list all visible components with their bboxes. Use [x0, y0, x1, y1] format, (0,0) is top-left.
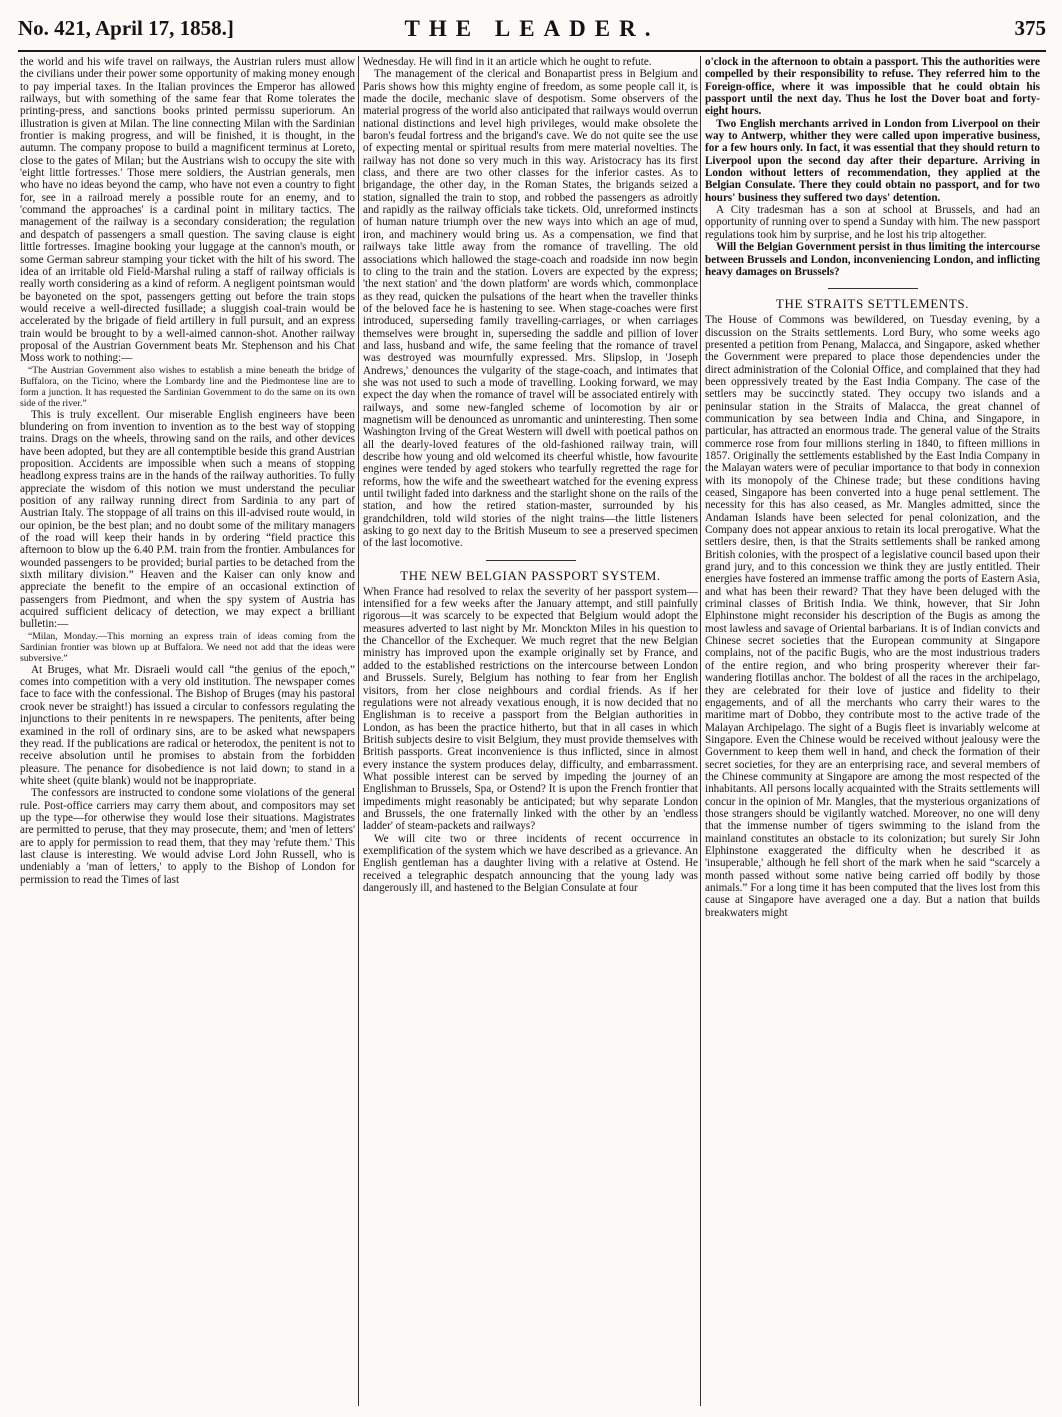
paragraph: Two English merchants arrived in London from Liverpool on their way to Antwerp, whither they were called upon imperative business, for a few hours only. In fact, it was essential that they should return to Liverpool upon the second day after their departure. Arriving in London without letters of recommendation, they applied at the Belgian Consulate. There they could obtain no passport, and for two hours' business they suffered two days' detention.	[705, 117, 1040, 204]
paragraph: This is truly excellent. Our miserable English engineers have been blundering on from invention to invention as to the best way of stopping trains. Drags on the wheels, throwing sand on the rails, and other devices have been adopted, but they are all contemptible beside this grand Austrian proposition. Accidents are impossible when such a means of stopping headlong express trains are in the hands of the railway authorities. To fully appreciate the wisdom of this notion we must understand the peculiar position of any railway running direct from Sardinia to any part of Austrian Italy. The stoppage of all trains on this ill-advised route would, in our opinion, be the best plan; and no doubt some of the military managers of the road will keep their hands in by ordering “field practice this afternoon to blow up the 6.40 P.M. train from the frontier. Ambulances for wounded passengers to be provided; burial parties to be detached from the sixth military division.” Heaven and the Kaiser can only know and appreciate the benefit to the empire of an occasional extinction of passengers from Piedmont, and when the spy system of Austria has acquired sufficient delicacy of detection, we may expect a brilliant bulletin:—	[20, 408, 355, 631]
paragraph: the world and his wife travel on railways, the Austrian rulers must allow the civilians under their power some opportunity of making money enough to pay imperial taxes. In the Italian provinces the Emperor has allowed railways, but with something of the same fear that Rome tolerates the printing-press, and sanctions books printed permissu superiorum. An illustration is given at Milan. The line connecting Milan with the Sardinian frontier is making progress, and will be finished, it is thought, in the autumn. The company propose to build a magnificent terminus at Loreto, close to the gates of Milan; but the Austrians wish to occupy the site with 'eight little fortresses.' Those mere soldiers, the Austrian generals, men who have no ideas beyond the camp, who have not even a country to fight for, see in a railroad merely a possible route for an enemy, and to 'command the approaches' is a cardinal point in military tactics. The management of the railway is a secondary consideration; the regulation and despatch of passengers a small question. The saving clause is eight little fortresses. Imagine booking your luggage at the cannon's mouth, or some German sabreur stamping your ticket with the hilt of his sword. The idea of an irritable old Field-Marshal ruling a staff of railway officials is really worth considering as a kind of reform. A negligent pointsman would be bayoneted on the spot, passengers getting out before the train stops would receive a well-directed fusillade; a sluggish coal-train would be accelerated by the brigade of field artillery in full pursuit, and an express train would be brought to by a well-aimed cannon-shot. Another railway proposal of the Austrian Government beats Mr. Stephenson and his Chat Moss work to nothing:—	[20, 56, 355, 365]
paragraph: The management of the clerical and Bonapartist press in Belgium and Paris shows how this mighty engine of freedom, as some people call it, is made the docile, mechanic slave of despotism. Some observers of the material progress of the world also anticipated that railways would overrun national distinctions and level high privileges, would make obsolete the baron's feudal fortress and the brigand's cave. We do not quite see the use of expecting mental or spiritual results from mere material novelties. The railway has not done so very much in this way. Aristocracy has its first class, and there are two other classes for the inferior castes. As to brigandage, the other day, in the Roman States, the brigands seized a station, signalled the train to stop, and robbed the passengers as adroitly and rapidly as the railway officials take tickets. Old, unreformed instincts of human nature triumph over the new ways into which an age of mud, iron, and machinery would bring us. As a compensation, we find that railways take little away from the romance of travelling. The old associations which hallowed the stage-coach and roadside inn now begin to cling to the train and the station. Lovers are expected by the express; 'the next station' and 'the down platform' are words which, commonplace as they read, quicken the pulsations of the heart when the traveller thinks of the beloved face he is hastening to see. When stage-coaches were first introduced, superseding family travelling-carriages, or when carriages themselves were brought in, superseding the saddle and pillion of lover and lass, husband and wife, the same feeling that the romance of travel was destroyed was mournfully expressed. Mrs. Slipslop, in 'Joseph Andrews,' denounces the vulgarity of the stage-coach, and intimates that she was not used to such a mode of travelling. Looking forward, we may expect the day when the romance of travel will be associated entirely with railways, and some new-fangled scheme of locomotion by air or magnetism will be denounced as unromantic and uninteresting. Then some Washington Irving of the Great Western will dwell with poetical pathos on all the dearly-loved features of the old-fashioned railway train, will describe how young and old welcomed its cheerful whistle, how favourite engines were tended by aged stokers who tearfully regretted the rage for reforms, how the wife and the sweetheart watched for the evening express until twilight faded into darkness and the starlight shone on the rails of the station, and how the retired station-master, surrounded by his grandchildren, told wild stories of the night trains—the little listeners asking to go next day to the British Museum to see a preserved specimen of the last locomotive.	[363, 68, 698, 550]
paragraph: o'clock in the afternoon to obtain a passport. This the authorities were compelled by their responsibility to refuse. They referred him to the Foreign-office, where it was impossible that he could obtain his passport until the next day. Thus he lost the Dover boat and forty-eight hours.	[705, 56, 1040, 118]
newspaper-title: THE LEADER.	[404, 16, 660, 41]
section-divider	[486, 560, 576, 561]
column-1	[20, 56, 355, 1406]
paragraph: Wednesday. He will find in it an article which he ought to refute.	[363, 56, 652, 68]
issue-line: No. 421, April 17, 1858.]	[18, 16, 234, 40]
paragraph: Will the Belgian Government persist in thus limiting the intercourse between Brussels and London, inconveniencing London, and inflicting heavy damages on Brussels?	[705, 241, 1040, 278]
column-divider	[358, 56, 359, 1406]
section-heading: THE NEW BELGIAN PASSPORT SYSTEM.	[400, 567, 661, 583]
quotation: “Milan, Monday.—This morning an express train of ideas coming from the Sardinian frontier was blown up at Buffalora. We need not add that the ideas were subversive.”	[20, 630, 355, 664]
paragraph: When France had resolved to relax the severity of her passport system—intensified for a few weeks after the January attempt, and still painfully rigorous—it was scarcely to be expected that Belgium would adopt the measures adverted to last night by Mr. Monckton Miles in his question to the Chancellor of the Exchequer. We much regret that the new Belgian ministry has improved upon the example originally set by France, and added to the established restrictions on the intercourse between London and Brussels. Surely, Belgium has nothing to fear from her English visitors, from her close neighbours and cordial friends. As if her regulations were not already vexatious enough, it is now decided that no Englishman is to receive a passport from the Belgian authorities in London, as has been the practice hitherto, but that in all cases in which British subjects desire to visit Belgium, they must provide themselves with British passports. Great inconvenience is thus inflicted, since in almost every instance the system produces delay, difficulty, and embarrassment. What possible interest can be served by impeding the journey of an Englishman to Brussels, Spa, or Ostend? It is upon the French frontier that impediments might reasonably be anticipated; but why separate London and Brussels, the one fraternally linked with the other by an 'endless ladder' of steam-packets and railways?	[363, 585, 698, 833]
quotation: “The Austrian Government also wishes to establish a mine beneath the bridge of Buffalora, on the Ticino, where the Lombardy line and the Piedmontese line are to form a junction. It has requested the Sardinian Government to do the same on its own side of the river.”	[20, 364, 355, 409]
header-rule	[18, 50, 1046, 52]
page-header	[18, 12, 1046, 52]
section-heading: THE STRAITS SETTLEMENTS.	[775, 296, 970, 312]
column-2	[363, 56, 698, 1406]
paragraph: At Bruges, what Mr. Disraeli would call “the genius of the epoch,” comes into competition with a very old institution. The newspaper comes face to face with the confessional. The Bishop of Bruges (may his pastoral crook never be straight!) has issued a circular to confessors regulating the injunctions to their penitents in re newspapers. The penitents, after being examined in the roll of ordinary sins, are to be asked what newspapers they read. If the publications are radical or heterodox, the penitent is not to receive absolution until he promises to abstain from the forbidden pleasure. The penance for disobedience is not laid down; to stand in a white sheet (quite blank) would not be inappropriate.	[20, 663, 355, 787]
paragraph: The confessors are instructed to condone some violations of the general rule. Post-office carriers may carry them about, and compositors may set up the type—for otherwise they would lose their situations. Magistrates are permitted to peruse, that they may prosecute, them; and 'men of letters' are to apply for permission to read them, that they may 'refute them.' This last clause is interesting. We would advise Lord John Russell, who is undeniably a 'man of letters,' to apply to the Bishop of London for permission to read the Times of last	[20, 787, 355, 886]
paragraph: The House of Commons was bewildered, on Tuesday evening, by a discussion on the Straits settlements. Lord Bury, who some weeks ago presented a petition from Penang, Malacca, and Singapore, asked whether the Government were prepared to place those dependencies under the direct administration of the Colonial Office, and complained that they had been oppressively treated by the East India Company. The case of the settlers may be succinctly stated. They occupy two islands and a peninsular station in the Straits of Malacca, the great channel of communication by sea between India and China, and Singapore, in particular, has attracted an enormous trade. The general value of the Straits commerce rose from four millions sterling in 1840, to fifteen millions in 1857. Originally the settlements established by the East India Company in the Malayan waters were of peculiar importance to that body in connexion with its monopoly of the Chinese trade; but these conditions having ceased, Singapore has been converted into a huge penal settlement. The necessity for this has also ceased, as Mr. Mangles admitted, since the Andaman Islands have been selected for penal colonization, and the Company does not appear anxious to retain its local prerogative. What the settlers desire, then, is that the Straits settlements shall be ranked among British colonies, with the prospect of a legislative council based upon their grand jury, and to this concession we think they are justly entitled. Their energies have fostered an immense traffic among the ports of Eastern Asia, and what has been their reward? That they have been deluged with the criminal classes of British India. We think, however, that Sir John Elphinstone might reconsider his description of the Bugis as among the most lawless and savage of Oriental barbarians. It is of Indian convicts and Chinese secret societies that the European community at Singapore complains, not of the pacific Bugis, who are the most industrious traders of the entire region, and who bring prosperity wherever their far-wandering flotillas anchor. The boldest of all the races in the archipelago, they are celebrated for their love of justice and fidelity to their engagements, and of all the merchants who carry their wares to the maritime mart of Dobbo, they contribute most to the active trade of the Malayan Archipelago. The sight of a Bugis fleet is invariably welcome at Singapore. Even the Chinese would be received without jealousy were the Government to keep them well in hand, and check the formation of their secret societies, for they are an enterprising race, and several members of the Chinese community at Singapore are among the most respected of the inhabitants. All persons locally acquainted with the Straits settlements will concur in the opinion of Mr. Mangles, that the mysterious organizations of those strangers should be vigilantly watched. Moreover, no one will deny that the immense number of tigers swimming to the island from the mainland constitutes an obstacle to its colonization; but surely Sir John Elphinstone exaggerated the difficulty when he described it as 'insuperable,' although he fell short of the mark when he said “scarcely a month passed without some native being carried off bodily by those animals.” For a long time it has been computed that the lives lost from this cause at Singapore have averaged one a day. But a nation that builds breakwaters might	[705, 314, 1040, 919]
column-3	[705, 56, 1040, 1406]
page-number: 375	[1014, 16, 1046, 40]
section-divider	[828, 288, 918, 289]
column-divider	[700, 56, 701, 1406]
paragraph: A City tradesman has a son at school at Brussels, and had an opportunity of running over to spend a Sunday with him. The new passport regulations took him by surprise, and he lost his trip altogether.	[705, 204, 1040, 241]
paragraph: We will cite two or three incidents of recent occurrence in exemplification of the system which we have described as a grievance. An English gentleman has a daughter living with a relative at Ostend. He received a telegraphic despatch announcing that the young lady was dangerously ill, and hastened to the Belgian Consulate at four	[363, 832, 698, 894]
